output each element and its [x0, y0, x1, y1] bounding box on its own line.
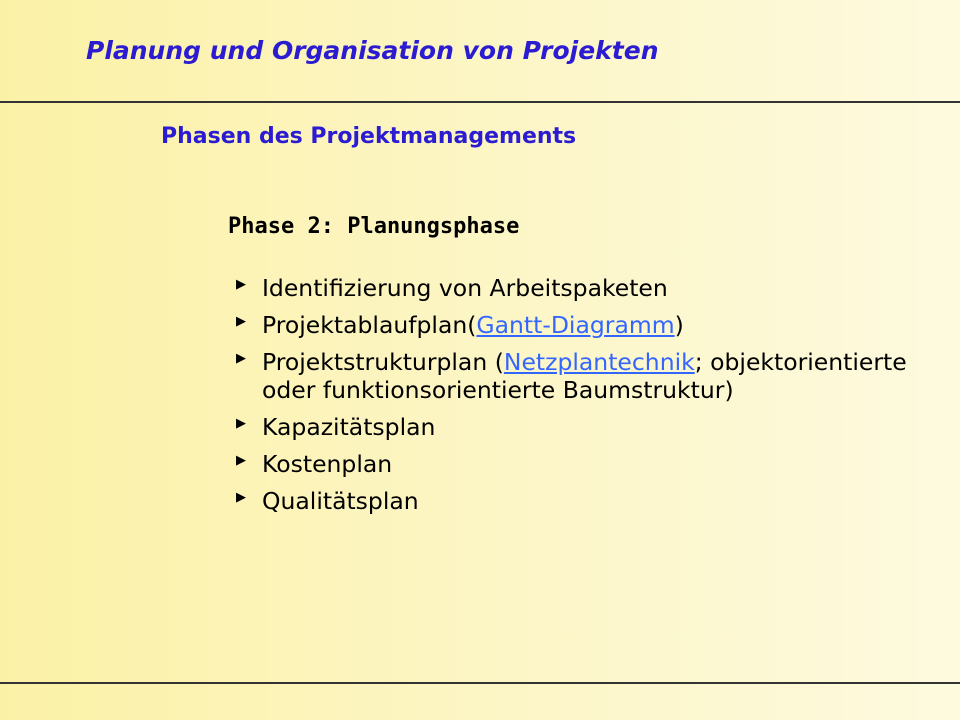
netzplantechnik-link[interactable]: Netzplantechnik — [503, 348, 695, 376]
item-text-before: Projektstrukturplan ( — [262, 348, 504, 376]
item-text: Qualitätsplan — [262, 487, 419, 515]
triangle-right-icon: ▶ — [236, 277, 246, 292]
item-text: Kapazitätsplan — [262, 413, 436, 441]
list-item — [236, 274, 936, 302]
list-item — [236, 413, 936, 441]
gantt-diagramm-link[interactable]: Gantt-Diagramm — [476, 311, 675, 339]
list-item — [236, 450, 936, 478]
list-item — [236, 487, 936, 515]
bullet-list — [236, 274, 936, 524]
item-text-after: ; objektorientierte oder funktionsorientierte Baumstruktur) — [262, 348, 907, 404]
triangle-right-icon: ▶ — [236, 416, 246, 431]
item-text-before: Projektablaufplan( — [262, 311, 477, 339]
bottom-divider — [0, 682, 960, 684]
list-item — [236, 348, 936, 404]
triangle-right-icon: ▶ — [236, 314, 246, 329]
triangle-right-icon: ▶ — [236, 453, 246, 468]
section-subtitle: Phasen des Projektmanagements — [161, 124, 577, 149]
item-text-after: ) — [674, 311, 684, 339]
triangle-right-icon: ▶ — [236, 351, 246, 366]
item-text: Kostenplan — [262, 450, 393, 478]
top-divider — [0, 101, 960, 103]
phase-heading: Phase 2: Planungsphase — [228, 214, 520, 239]
slide-title: Planung und Organisation von Projekten — [86, 36, 659, 65]
triangle-right-icon: ▶ — [236, 490, 246, 505]
list-item — [236, 311, 936, 339]
item-text: Identifizierung von Arbeitspaketen — [262, 274, 668, 302]
